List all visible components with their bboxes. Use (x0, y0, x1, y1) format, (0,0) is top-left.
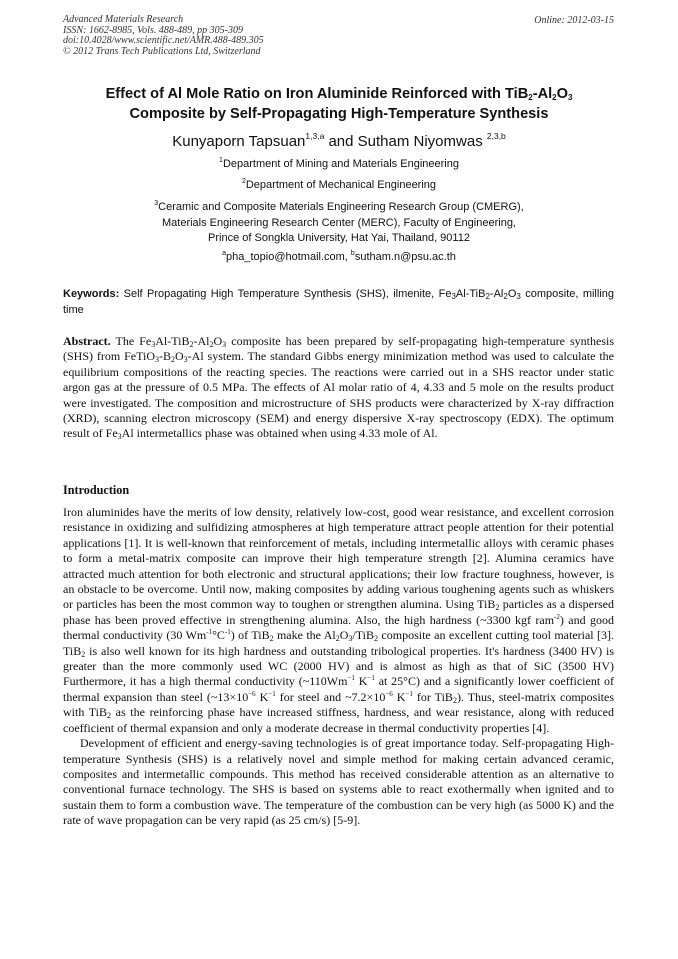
journal-header (63, 15, 483, 57)
affiliation-2: $^2$Department of Mechanical Engineering (241, 178, 437, 191)
intro-paragraph-1: Iron aluminides have the merits of low density, relatively low-cost, good wear resistance, and excellent corrosion resistance in oxidizing and sulfidizing atmospheres at high temperature attract people attention for their potential applications [1]. It is well-known that reinforcement of metals, including intermetallic alloys with ceramic phases to form a metal-matrix composite can improve their high temperature strength [2]. Alumina ceramics have attracted much attention for both electronic and structural applications; their low fracture toughness, however, is an obstacle to be overcome. Until now, making composites by adding various toughening agents such as whiskers or particles has been the most common way to toughen or strengthen alumina. Using TiB$_2$ particles as a dispersed phase has been proved effective in strengthening alumina. Also, the high hardness (~3300 kgf ram$^{-2}$) and good thermal conductivity (30 $Wm^{-1}^\circ C^{-1}$) of TiB$_2$ make the $Al_2O_3/TiB_2$ composite an excellent cutting tool material [3]. TiB$_2$ is also well known for its high hardness and outstanding tribological properties. It's hardness (3400 HV) is greater than the more commonly used WC (2000 HV) and is almost as high as that of SiC (3500 HV) Furthermore, it has a high thermal conductivity ($\sim 110Wm^{-1}$ $K^{-1}$ at 25°C) and a significantly lower coefficient of thermal expansion than steel ($\sim 13\times 10^{-6}$ $K^{-1}$ for steel and $\sim 7.2\times 10^{-6}$ $K^{-1}$ for TiB$_2$). Thus, steel-matrix composites with TiB$_2$ as the reinforcing phase have increased stiffness, hardness, and wear resistance, along with reduced coefficient of thermal expansion and only a moderate decrease in thermal conductivity properties [4]. (63, 505, 615, 735)
keywords-section: Keywords: Self Propagating High Temperature Synthesis (SHS), ilmenite, $Fe_3Al-TiB_2-Al_2O_3$ composite, milling time (63, 288, 615, 316)
doi-line: doi:10.4028/www.scientific.net/AMR.488-489.305 (63, 35, 264, 46)
introduction-body (63, 505, 614, 829)
affiliation-1: $^1$Department of Mining and Materials Engineering (219, 157, 459, 170)
title-line-1: Effect of Al Mole Ratio on Iron Aluminide Reinforced with $TiB_2-Al_2O_3$ (105, 86, 573, 102)
online-date: Online: 2012-03-15 (534, 15, 614, 26)
intro-paragraph-2: Development of efficient and energy-saving technologies is of great importance today. Self-propagating High-temperature Synthesis (SHS) is a relatively novel and simple method for making certain advanced ceramic, composites and intermetallic compounds. This method has received considerable attention as an alternative to conventional furnace technology. The SHS is based on systems able to react exothermally when ignited and to sustain them to form a combustion wave. The temperature of the combustion can be very high (as 5000 K) and the rate of wave propagation can be very rapid (as 25 cm/s) [5-9]. (63, 736, 614, 828)
title-line-2: Composite by Self-Propagating High-Temperature Synthesis (129, 106, 549, 122)
author-emails: $^a$pha_topio@hotmail.com, $^b$sutham.n@psu.ac.th (222, 250, 456, 263)
author-list: Kunyaporn Tapsuan$^{1,3,a}$ and Sutham Niyomwas $^{2,3,b}$ (172, 131, 506, 150)
issn-line: ISSN: 1662-8985, Vols. 488-489, pp 305-309 (63, 24, 243, 36)
abstract-label: Abstract. (63, 334, 111, 348)
affiliation-3: $^3$Ceramic and Composite Materials Engineering Research Group (CMERG), Materials Engineering Research Center (MERC), Faculty of Engineering, Prince of Songkla University, Hat Yai, Thailand, 90112 (154, 200, 524, 244)
journal-name: Advanced Materials Research (63, 14, 184, 25)
keywords-label: Keywords: (63, 288, 120, 300)
introduction-heading: Introduction (63, 483, 130, 497)
copyright-line: © 2012 Trans Tech Publications Ltd, Switzerland (63, 45, 261, 57)
paper-title (40, 84, 638, 124)
abstract-section: Abstract. The $Fe_3Al-TiB_2-Al_2O_3$ composite has been prepared by self-propagating high-temperature synthesis (SHS) from $FeTiO_3-B_2O_3-Al$ system. The standard Gibbs energy minimization method was used to calculate the equilibrium compositions of the reacting species. The reactions were carried out in a SHS reactor under static argon gas at the pressure of 0.5 MPa. The effects of Al molar ratio of 4, 4.33 and 5 mole on the results product were investigated. The composition and microstructure of SHS products were characterized by X-ray diffraction (XRD), scanning electron microscopy (SEM) and energy dispersive X-ray spectroscopy (EDX). The optimum result of $Fe_3Al$ intermetallics phase was obtained when using 4.33 mole of Al. (63, 334, 614, 442)
